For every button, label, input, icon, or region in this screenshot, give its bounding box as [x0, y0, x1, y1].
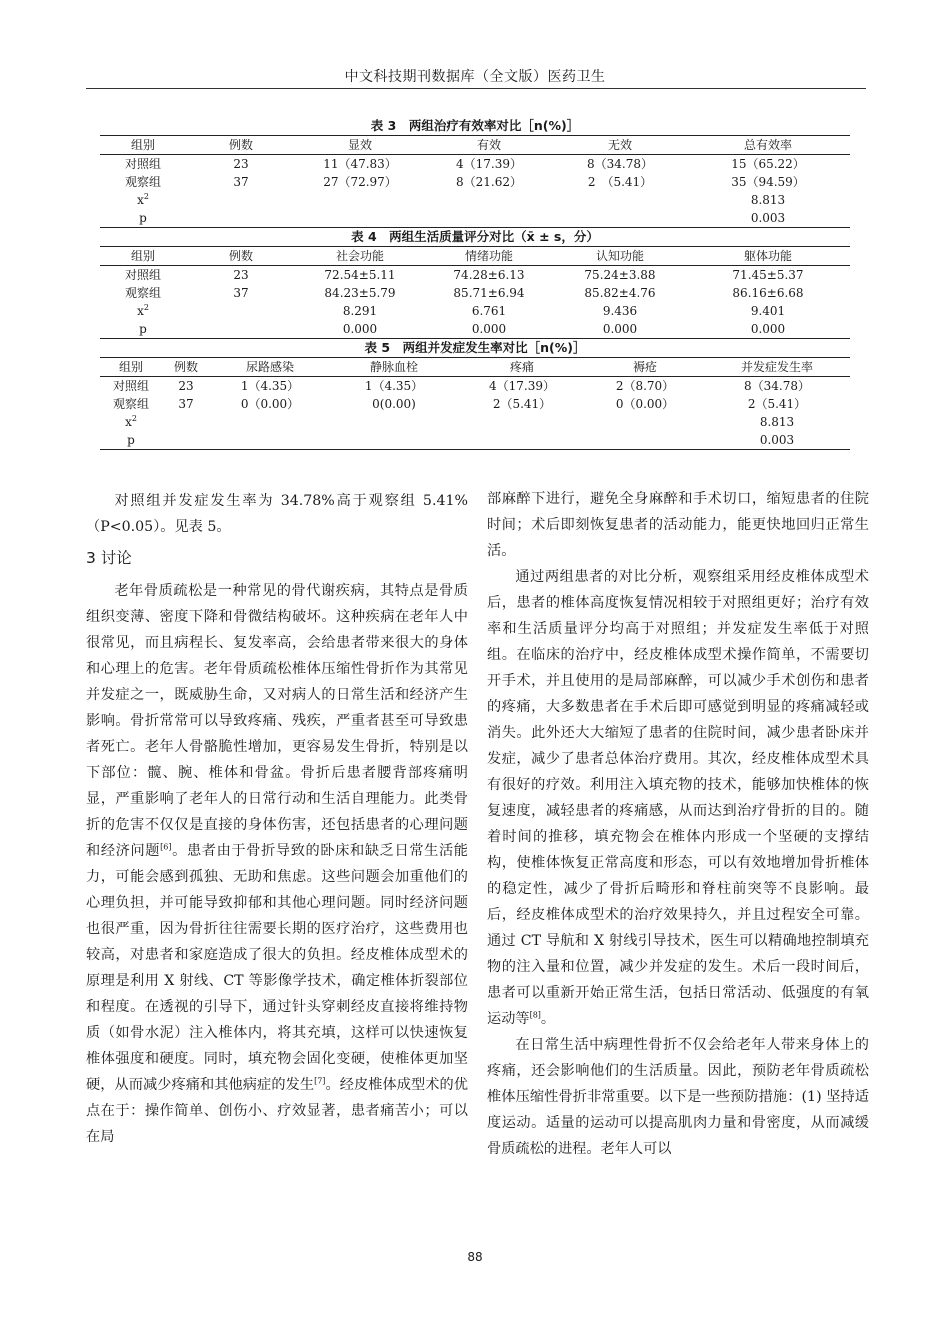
- paragraph-text: 。: [540, 1011, 556, 1027]
- table-cell: 观察组: [112, 397, 149, 411]
- table-cell: 37: [233, 175, 249, 189]
- table4-header: 认知功能: [554, 247, 686, 266]
- table-cell: 1（4.35）: [364, 379, 424, 393]
- table4-caption: 表 4 两组生活质量评分对比（x̄ ± s，分）: [100, 227, 850, 246]
- table3-header: 无效: [554, 136, 686, 155]
- paragraph-text: 通过两组患者的对比分析，观察组采用经皮椎体成型术后，患者的椎体高度恢复情况相较于对照组更好；治疗有效率和生活质量评分均高于对照组；并发症发生率低于对照组。在临床的治疗中，经皮椎体成型术操作简单，不需要切开手术，并且使用的是局部麻醉，可以减少手术创伤和患者的疼痛，大多数患者在手术后即可感觉到明显的疼痛减轻或消失。此外还大大缩短了患者的住院时间，减少患者卧床并发症，减少了患者总体治疗费用。其次，经皮椎体成型术具有很好的疗效。利用注入填充物的技术，能够加快椎体的恢复速度，减轻患者的疼痛感，从而达到治疗骨折的目的。随着时间的推移，填充物会在椎体内形成一个坚硬的支撑结构，使椎体恢复正常高度和形态，可以有效地增加骨折椎体的稳定性，减少了骨折后畸形和脊柱前突等不良影响。最后，经皮椎体成型术的治疗效果持久，并且过程安全可靠。通过 CT 导航和 X 射线引导技术，医生可以精确地控制填充物的注入量和位置，减少并发症的发生。术后一段时间后，患者可以重新开始正常生活，包括日常活动、低强度的有氧运动等: [487, 569, 869, 1027]
- discussion-paragraph-2: [487, 564, 869, 1032]
- table3-caption: 表 3 两组治疗有效率对比［n(%)］: [370, 118, 580, 133]
- p-value: 0.000: [750, 322, 786, 336]
- p-value: 0.003: [759, 433, 795, 447]
- table-cell: 对照组: [124, 268, 161, 282]
- table-row: [100, 155, 850, 174]
- table-cell: 23: [233, 157, 249, 171]
- tables-block: [100, 117, 850, 450]
- table-cell: 2（5.41）: [747, 397, 807, 411]
- table-row-p: [100, 209, 850, 227]
- chi-value: 9.436: [602, 304, 638, 318]
- journal-header: 中文科技期刊数据库（全文版）医药卫生: [344, 69, 606, 85]
- table-row-chi: [100, 302, 850, 320]
- table-cell: 观察组: [124, 286, 161, 300]
- continued-paragraph: 部麻醉下进行，避免全身麻醉和手术切口，缩短患者的住院时间；术后即刻恢复患者的活动能力，能更快地回归正常生活。: [487, 491, 869, 559]
- table3-header: 显效: [296, 136, 424, 155]
- table4: [100, 246, 850, 338]
- table-cell: 37: [178, 397, 194, 411]
- table3-header: 总有效率: [686, 136, 850, 155]
- chi-value: 8.813: [759, 415, 795, 429]
- p-label: p: [127, 433, 135, 447]
- table4-header: 组别: [100, 247, 186, 266]
- table3-header: 组别: [100, 136, 186, 155]
- paragraph-text: 老年骨质疏松是一种常见的骨代谢疾病，其特点是骨质组织变薄、密度下降和骨微结构破坏。这种疾病在老年人中很常见，而且病程长、复发率高，会给患者带来很大的身体和心理上的危害。老年骨质疏松椎体压缩性骨折作为其常见并发症之一，既威胁生命，又对病人的日常生活和经济产生影响。骨折常常可以导致疼痛、残疾，严重者甚至可导致患者死亡。老年人骨骼脆性增加，更容易发生骨折，特别是以下部位：髋、腕、椎体和骨盆。骨折后患者腰背部疼痛明显，严重影响了老年人的日常行动和生活自理能力。此类骨折的危害不仅仅是直接的身体伤害，还包括患者的心理问题和经济问题: [86, 583, 468, 859]
- paragraph-text: 。患者由于骨折导致的卧床和缺乏日常生活能力，可能会感到孤独、无助和焦虑。这些问题会加重他们的心理负担，并可能导致抑郁和其他心理问题。同时经济问题也很严重，因为骨折往往需要长期的医疗治疗，这些费用也较高，对患者和家庭造成了很大的负担。经皮椎体成型术的原理是利用 X 射线、CT 等影像学技术，确定椎体折裂部位和程度。在透视的引导下，通过针头穿刺经皮直接将维持物质（如骨水泥）注入椎体内，将其充填，这样可以快速恢复椎体强度和硬度。同时，填充物会固化变硬，使椎体更加坚硬，从而减少疼痛和其他病症的发生: [86, 843, 468, 1093]
- chi-label: [100, 191, 186, 209]
- table-cell: 75.24±3.88: [584, 268, 656, 282]
- p-label: p: [139, 211, 147, 225]
- table-cell: 72.54±5.11: [324, 268, 396, 282]
- chi-label: [100, 302, 186, 320]
- table3-header: 有效: [424, 136, 554, 155]
- chi-value: 8.291: [342, 304, 378, 318]
- table-cell: 84.23±5.79: [324, 286, 396, 300]
- table-cell: 观察组: [124, 175, 161, 189]
- table-cell: 11（47.83）: [323, 157, 397, 171]
- table-cell: 37: [233, 286, 249, 300]
- p-value: 0.000: [342, 322, 378, 336]
- section-title: 3 讨论: [86, 549, 132, 567]
- citation-ref: [7]: [314, 1076, 326, 1086]
- table-cell: 8（34.78）: [587, 157, 653, 171]
- table-cell: 85.82±4.76: [584, 286, 656, 300]
- chi-label-text: x: [137, 193, 144, 207]
- chi-value: 6.761: [471, 304, 507, 318]
- table-row-chi: [100, 191, 850, 209]
- table5-caption: 表 5 两组并发症发生率对比［n(%)］: [100, 338, 850, 357]
- table-cell: 1（4.35）: [240, 379, 300, 393]
- chi-sup: 2: [143, 192, 149, 201]
- table4-header: 社会功能: [296, 247, 424, 266]
- table3: [100, 135, 850, 227]
- table5-header: 疼痛: [458, 358, 586, 377]
- table-cell: 35（94.59）: [731, 175, 805, 189]
- table5-header: 尿路感染: [210, 358, 330, 377]
- paragraph-text: 。经皮椎体成型术的优点在于：操作简单、创伤小、疗效显著，患者痛苦小；可以在局: [86, 1077, 468, 1145]
- table-row: [100, 173, 850, 191]
- table-cell: 27（72.97）: [323, 175, 397, 189]
- chi-value: 9.401: [750, 304, 786, 318]
- table5-header: 组别: [100, 358, 162, 377]
- table5-header: 并发症发生率: [704, 358, 850, 377]
- table-cell: 对照组: [112, 379, 149, 393]
- table-cell: 2 （5.41）: [587, 175, 653, 189]
- table-cell: 2（5.41）: [492, 397, 552, 411]
- table-row-p: [100, 320, 850, 338]
- table-cell: 8（34.78）: [744, 379, 810, 393]
- p-value: 0.000: [471, 322, 507, 336]
- p-label: p: [139, 322, 147, 336]
- discussion-paragraph-3: 在日常生活中病理性骨折不仅会给老年人带来身体上的疼痛，还会影响他们的生活质量。因此，预防老年骨质疏松椎体压缩性骨折非常重要。以下是一些预防措施：(1) 坚持适度运动。适量的运动可以提高肌肉力量和骨密度，从而减缓骨质疏松的进程。老年人可以: [487, 1037, 869, 1157]
- results-paragraph: 对照组并发症发生率为 34.78%高于观察组 5.41%（P<0.05）。见表 5。: [86, 493, 468, 535]
- table5-header: 褥疮: [586, 358, 704, 377]
- table-row: [100, 377, 850, 396]
- table-cell: 4（17.39）: [456, 157, 522, 171]
- table4-header: 躯体功能: [686, 247, 850, 266]
- table-cell: 74.28±6.13: [453, 268, 525, 282]
- right-column: [487, 486, 869, 1162]
- chi-sup: 2: [143, 303, 149, 312]
- table-cell: 23: [178, 379, 194, 393]
- citation-ref: [8]: [529, 1010, 541, 1020]
- header-rule: [86, 88, 866, 89]
- citation-ref: [6]: [160, 842, 172, 852]
- table3-header: 例数: [186, 136, 296, 155]
- table-cell: 0（0.00）: [615, 397, 675, 411]
- table5: [100, 357, 850, 450]
- table5-header: 例数: [162, 358, 210, 377]
- table-cell: 85.71±6.94: [453, 286, 525, 300]
- table-cell: 71.45±5.37: [732, 268, 804, 282]
- page-number: 88: [467, 1250, 483, 1264]
- table-cell: 0(0.00): [372, 397, 416, 411]
- p-value: 0.003: [750, 211, 786, 225]
- table-cell: 8（21.62）: [456, 175, 522, 189]
- table-cell: 4（17.39）: [489, 379, 555, 393]
- discussion-paragraph-1: [86, 578, 468, 1150]
- p-value: 0.000: [602, 322, 638, 336]
- table-row: [100, 395, 850, 413]
- chi-value: 8.813: [750, 193, 786, 207]
- table-cell: 2（8.70）: [615, 379, 675, 393]
- table-cell: 15（65.22）: [731, 157, 805, 171]
- chi-label-text: x: [125, 415, 132, 429]
- chi-label: [100, 413, 162, 431]
- table-cell: 23: [233, 268, 249, 282]
- table4-header: 例数: [186, 247, 296, 266]
- chi-label-text: x: [137, 304, 144, 318]
- table4-header: 情绪功能: [424, 247, 554, 266]
- table-cell: 对照组: [124, 157, 161, 171]
- table-cell: 0（0.00）: [240, 397, 300, 411]
- table-cell: 86.16±6.68: [732, 286, 804, 300]
- table-row-chi: [100, 413, 850, 431]
- table-row: [100, 266, 850, 285]
- left-column: [86, 488, 468, 1150]
- table5-header: 静脉血栓: [330, 358, 458, 377]
- chi-sup: 2: [131, 414, 137, 423]
- table-row-p: [100, 431, 850, 450]
- table-row: [100, 284, 850, 302]
